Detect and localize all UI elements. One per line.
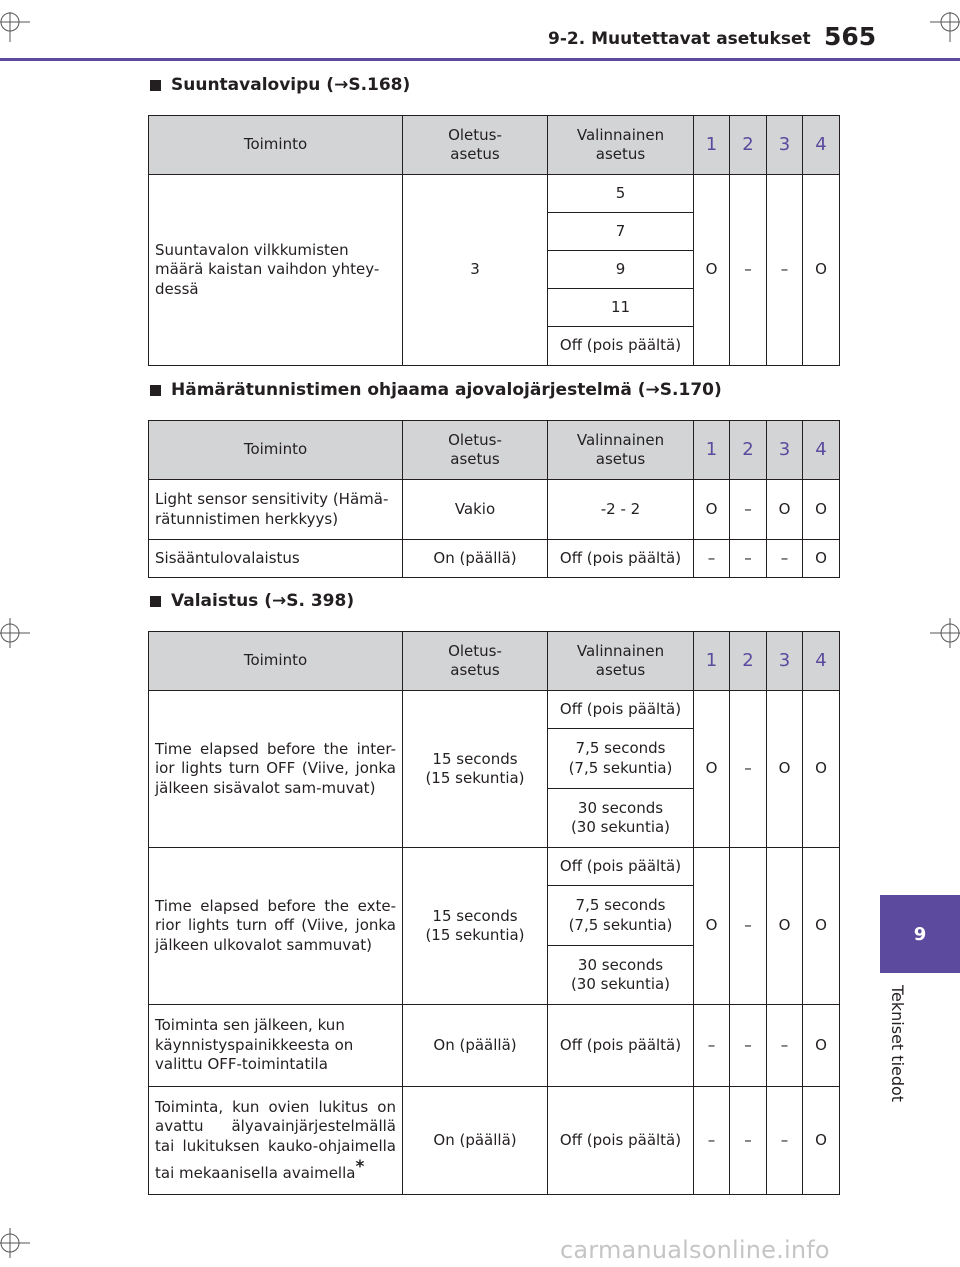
page-number: 565: [824, 22, 877, 51]
mark-cell: O: [694, 691, 730, 848]
settings-table-lighting: [148, 631, 840, 1195]
watermark: carmanualsonline.info: [560, 1236, 830, 1264]
option-cell: Off (pois päältä): [548, 848, 694, 886]
mark-cell: –: [767, 175, 803, 366]
chapter-tab[interactable]: 9: [880, 895, 960, 973]
section-title-turn-signal: [150, 75, 410, 95]
crop-mark-mid-left: [0, 618, 30, 648]
mark-cell: O: [803, 175, 840, 366]
default-cell: 15 seconds (15 sekuntia): [403, 691, 548, 848]
section-title-lighting: [150, 591, 354, 611]
option-cell: 30 seconds (30 sekuntia): [548, 789, 694, 848]
mark-cell: –: [694, 1087, 730, 1195]
column-header-default: Oletus- asetus: [403, 421, 548, 480]
section-title-headlight-sensor: [150, 380, 722, 400]
crop-mark-bottom-left: [0, 1228, 30, 1258]
option-cell: 7,5 seconds (7,5 sekuntia): [548, 886, 694, 946]
default-cell: On (päällä): [403, 1005, 548, 1087]
column-header-1: 1: [694, 632, 730, 691]
mark-cell: –: [767, 540, 803, 578]
option-cell: Off (pois päältä): [548, 1005, 694, 1087]
column-header-3: 3: [767, 116, 803, 175]
column-header-4: 4: [803, 116, 840, 175]
mark-cell: O: [803, 691, 840, 848]
column-header-2: 2: [730, 421, 767, 480]
settings-table-headlight-sensor: [148, 420, 840, 578]
column-header-optional: Valinnainen asetus: [548, 632, 694, 691]
option-cell: 9: [548, 251, 694, 289]
mark-cell: O: [767, 480, 803, 540]
mark-cell: –: [767, 1087, 803, 1195]
default-cell: Vakio: [403, 480, 548, 540]
square-bullet-icon: [150, 596, 161, 607]
function-cell: Suuntavalon vilkkumisten määrä kaistan vaihdon yhtey-dessä: [149, 175, 403, 366]
mark-cell: –: [694, 540, 730, 578]
footnote-mark: *: [355, 1157, 365, 1177]
function-cell: Sisääntulovalaistus: [149, 540, 403, 578]
function-cell: [149, 1087, 403, 1195]
column-header-1: 1: [694, 116, 730, 175]
column-header-4: 4: [803, 632, 840, 691]
mark-cell: –: [730, 1087, 767, 1195]
chapter-label-text: Tekniset tiedot: [888, 985, 907, 1103]
option-cell: -2 - 2: [548, 480, 694, 540]
function-cell: Light sensor sensitivity (Hämä-rätunnistimen herkkyys): [149, 480, 403, 540]
option-cell: 7: [548, 213, 694, 251]
crop-mark-top-left: [0, 12, 30, 42]
mark-cell: O: [694, 480, 730, 540]
function-cell: Time elapsed before the inter-ior lights turn OFF (Viive, jonka jälkeen sisävalot sam-muvat): [149, 691, 403, 848]
header-rule: [0, 58, 960, 61]
section-title-text: Hämärätunnistimen ohjaama ajovalojärjestelmä (→S.170): [171, 380, 722, 400]
column-header-optional: Valinnainen asetus: [548, 116, 694, 175]
default-cell: 3: [403, 175, 548, 366]
column-header-1: 1: [694, 421, 730, 480]
column-header-function: Toiminto: [149, 632, 403, 691]
section-title-text: Suuntavalovipu (→S.168): [171, 75, 411, 95]
settings-table-turn-signal: [148, 115, 840, 366]
square-bullet-icon: [150, 80, 161, 91]
mark-cell: –: [767, 1005, 803, 1087]
mark-cell: O: [767, 691, 803, 848]
mark-cell: O: [803, 1005, 840, 1087]
mark-cell: –: [730, 480, 767, 540]
column-header-default: Oletus- asetus: [403, 116, 548, 175]
mark-cell: –: [730, 175, 767, 366]
option-cell: 5: [548, 175, 694, 213]
square-bullet-icon: [150, 385, 161, 396]
section-title-text: Valaistus (→S. 398): [171, 591, 355, 611]
mark-cell: O: [803, 1087, 840, 1195]
mark-cell: –: [694, 1005, 730, 1087]
mark-cell: O: [767, 848, 803, 1005]
column-header-4: 4: [803, 421, 840, 480]
default-cell: On (päällä): [403, 1087, 548, 1195]
column-header-default: Oletus- asetus: [403, 632, 548, 691]
column-header-2: 2: [730, 116, 767, 175]
option-cell: 7,5 seconds (7,5 sekuntia): [548, 729, 694, 789]
function-cell: Time elapsed before the exte-rior lights turn off (Viive, jonka jälkeen ulkovalot sammuvat): [149, 848, 403, 1005]
column-header-3: 3: [767, 421, 803, 480]
option-cell: Off (pois päältä): [548, 327, 694, 366]
column-header-function: Toiminto: [149, 116, 403, 175]
mark-cell: –: [730, 540, 767, 578]
column-header-optional: Valinnainen asetus: [548, 421, 694, 480]
section-heading: 9-2. Muutettavat asetukset: [548, 29, 811, 49]
option-cell: 11: [548, 289, 694, 327]
mark-cell: –: [730, 1005, 767, 1087]
mark-cell: –: [730, 691, 767, 848]
chapter-label: [885, 985, 907, 1115]
mark-cell: O: [803, 848, 840, 1005]
option-cell: Off (pois päältä): [548, 691, 694, 729]
default-cell: 15 seconds (15 sekuntia): [403, 848, 548, 1005]
column-header-function: Toiminto: [149, 421, 403, 480]
crop-mark-top-right: [930, 12, 960, 42]
option-cell: 30 seconds (30 sekuntia): [548, 946, 694, 1005]
mark-cell: O: [803, 480, 840, 540]
mark-cell: –: [730, 848, 767, 1005]
function-cell: Toiminta sen jälkeen, kun käynnistyspainikkeesta on valittu OFF-toimintatila: [149, 1005, 403, 1087]
default-cell: On (päällä): [403, 540, 548, 578]
option-cell: Off (pois päältä): [548, 540, 694, 578]
column-header-3: 3: [767, 632, 803, 691]
crop-mark-mid-right: [930, 618, 960, 648]
option-cell: Off (pois päältä): [548, 1087, 694, 1195]
mark-cell: O: [803, 540, 840, 578]
column-header-2: 2: [730, 632, 767, 691]
function-text: Toiminta, kun ovien lukitus on avattu älyavainjärjestelmällä tai lukituksen kauko-ohjaimella tai mekaanisella avaimella: [155, 1097, 396, 1182]
mark-cell: O: [694, 848, 730, 1005]
mark-cell: O: [694, 175, 730, 366]
